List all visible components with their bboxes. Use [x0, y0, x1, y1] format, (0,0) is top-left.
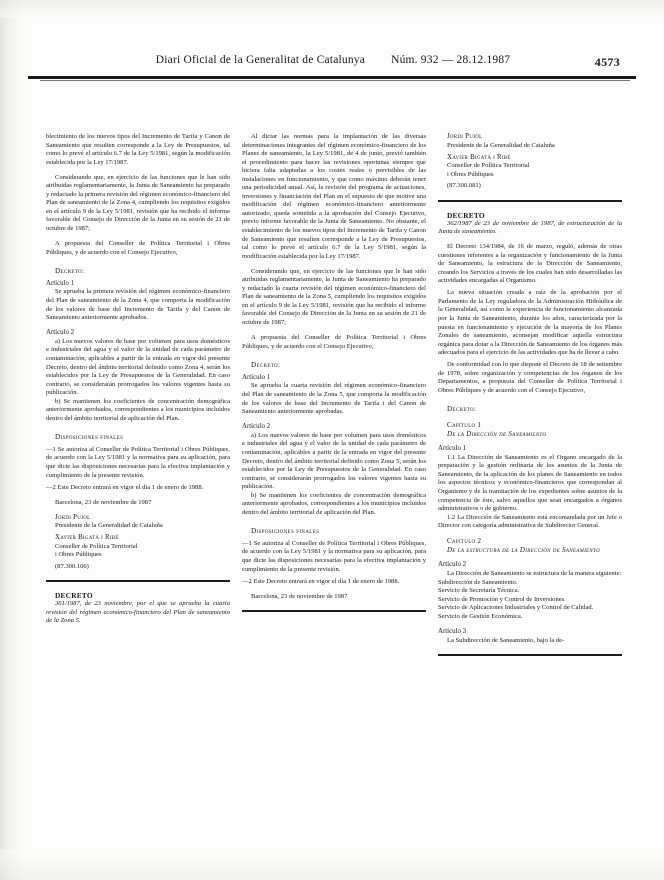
disposicion-final-1: —1 Se autoriza al Conseller de Política Territorial i Obres Públiques, de acuerdo con la Ley 5/1981 y la normativa para su aplicación, para que dicte las disposiciones necesarias para la efectiva implantación y cumplimiento de la presente revisión. — [46, 445, 230, 479]
article-3-text: La Subdirección de Saneamiento, bajo la de- — [447, 636, 565, 644]
article-1-label: Artículo 1 — [46, 279, 75, 287]
signatory-1-name: Jordi Pujol — [55, 513, 91, 521]
services-list — [438, 579, 622, 622]
signatory-2-role-line-1: Conseller de Política Territorial — [447, 162, 530, 170]
signatory-1-name: Jordi Pujol — [447, 133, 483, 140]
signatory-1-role: Presidente de la Generalidad de Cataluña — [55, 522, 163, 530]
article-1-label: Artículo 1 — [438, 445, 467, 453]
service-item: Subdirección de Saneamiento. — [438, 578, 518, 586]
decreto-label: DECRETO — [447, 210, 485, 220]
chapter-2-title: De la estructura de la Dirección de Saneamiento — [447, 546, 600, 555]
article-2-label: Artículo 2 — [438, 561, 467, 569]
paragraph-preamble-3: De conformidad con lo que dispone el Decreto de 18 de setiembre de 1978, sobre organización y competencias de los órganos de los Departamentos, a propuesta del Conseller de Política Territorial i Obres Públiques y de acuerdo con el Consejo Ejecutivo, — [438, 361, 622, 394]
paragraph-preamble-2: La nueva situación creada a raíz de la aprobación por el Parlamento de la Ley reguladora de la Administración Hidráulica de la Generalidad, así como la experiencia de funcionamiento alcanzada por la Junta de Saneamiento, durante los años, caracterizada por la puesta en funcionamiento y ejecución de la mayoría de los Planes Zonales de saneamiento, aconsejan modificar aquella estructura orgánica para dotar a la Dirección de Saneamiento de los órganos más adecuados para el ejercicio de las actividades que ha de llevar a cabo. — [438, 289, 622, 357]
scan-edge-top — [0, 0, 664, 18]
next-decreto-summary: 361/1987, de 23 noviembre, por el que se aprueba la cuarta revisión del régimen económico-financiero del Plan de saneamiento de la Zona 5. — [46, 600, 230, 625]
disposiciones-finales-label: Disposiciones finales — [251, 527, 320, 536]
decreto-label: Decreto: — [55, 267, 85, 276]
signatory-2-role-line-2: i Obres Públiques — [55, 551, 102, 558]
next-decreto-label: DECRETO — [55, 591, 93, 601]
paragraph-considerando: Considerando que, en ejercicio de las funciones que le han sido atribuidas reglamentariamente, la Junta de Saneamiento ha preparado y redactado la primera revisión del régimen económico-financiero del Plan de saneamiento de la Zona 4, cumpliendo los requisitos exigidos en el artículo 9 de la Ley 5/1981, revisión que ha recibido el informe favorable del Consejo de Dirección de la Junta en su sesión de 21 de octubre de 1987; — [46, 173, 230, 232]
article-2-item-a: a) Los nuevos valores de base por volumen para usos domésticos e industriales del agua y el valor de la unidad de cada parámetro de contaminación, aplicables a partir de la entrada en vigor del presente Decreto, dentro del ámbito territorial definido como Zona 4, serán los establecidos por la Ley de Presupuestos de la Generalidad. En caso contrario, se considerarán prorrogados los valores vigentes hasta su publicación. — [46, 337, 230, 397]
paragraph-propuesta: A propuesta del Conseller de Política Territorial i Obres Públiques, y de acuerdo con el Consejo Ejecutivo, — [242, 334, 426, 350]
entry-separator — [46, 580, 230, 582]
article-1-text: Se aprueba la primera revisión del régimen económico-financiero del Plan de saneamiento de la Zona 4, que comporta la modificación de los valores de base del Incremento de Tarifa y del Canon de Saneamiento anteriormente aprobados. — [46, 288, 230, 322]
entry-separator — [438, 200, 622, 202]
publication-title: Diari Oficial de la Generalitat de Catalunya — [155, 54, 366, 66]
place-and-date: Barcelona, 23 de noviembre de 1987 — [251, 592, 348, 600]
article-2-text: La Dirección de Saneamiento se estructura de la manera siguiente: — [447, 570, 622, 578]
article-1-clause-2: 1.2 La Dirección de Saneamiento está encomandada por un Jefe o Director con categoría administrativa de Subdirector General. — [438, 513, 622, 530]
paragraph-propuesta: A propuesta del Conseller de Política Territorial i Obres Públiques, y de acuerdo con el Consejo Ejecutivo, — [46, 240, 230, 256]
decreto-colon-label: Decreto: — [447, 405, 477, 414]
disposicion-final-2: —2 Este Decreto entrará en vigor el día 1 de enero de 1988. — [46, 483, 204, 491]
article-2-label: Artículo 2 — [242, 423, 271, 431]
body-columns — [46, 133, 622, 845]
entry-separator — [438, 654, 622, 656]
disposicion-final-2: —2 Este Decreto entrará en vigor el día 1 de enero de 1988. — [242, 577, 400, 585]
paragraph-intro: Al dictar las normas para la implantación de las diversas determinaciones integrantes del régimen económico-financiero de los Planes de saneamiento, la Ley 5/1981, de 4 de junio, previó también el procedimiento para hacer las revisiones oportunas siempre que hiciera falta adaptarlas a los costes reales o previsibles de las instalaciones en funcionamiento, y que como máximo deberán tener una periodicidad anual. Así, la revisión del programa de actuaciones, inversiones y financiación del Plan en el supuesto de que motive una modificación del régimen económico-financiero anteriormente autorizado, queda sometida a la aprobación del Consejo Ejecutivo, previo informe favorable de la Junta de Saneamiento. No obstante, el establecimiento de los nuevos tipos del Incremento de Tarifa y Canon de Saneamiento que resulten corresponde a la Ley de Presupuestos, tal como lo prevé el artículo 6.7 de la Ley 5/1981, según la modificación establecida por la Ley 17/1987. — [242, 133, 426, 260]
column-1 — [46, 133, 230, 845]
entry-separator — [242, 610, 426, 612]
disposiciones-finales-label: Disposiciones finales — [55, 433, 124, 442]
service-item: Servicio de Promoción y Control de Inversiones. — [438, 595, 566, 603]
reference-code: (87.300.106) — [55, 562, 89, 570]
place-and-date: Barcelona, 23 de noviembre de 1987 — [55, 498, 152, 506]
article-2-label: Artículo 2 — [46, 329, 75, 337]
disposicion-final-1: —1 Se autoriza al Conseller de Política Territorial i Obres Públiques, de acuerdo con la Ley 5/1981 y la normativa para su aplicación, para que dicte las disposiciones necesarias para la efectiva implantación y cumplimiento de la presente revisión. — [242, 539, 426, 573]
article-3-label: Artículo 3 — [438, 627, 467, 635]
article-1-label: Artículo 1 — [242, 373, 271, 381]
scan-edge-left — [0, 0, 26, 880]
paragraph-considerando: Considerando que, en ejercicio de las funciones que le han sido atribuidas reglamentariamente, la Junta de Saneamiento ha preparado y redactado la cuarta revisión del régimen económico-financiero del Plan de saneamiento de la Zona 5, cumpliendo los requisitos exigidos en el artículo 9 de la Ley 5/1981, revisión que ha recibido el informe favorable del Consejo de Dirección de la Junta en su sesión de 21 de octubre de 1987; — [242, 267, 426, 326]
signatory-2-name: Xavier Bigatà i Ribé — [447, 153, 511, 161]
chapter-1-label: Capítulo 1 — [447, 420, 482, 429]
column-3 — [438, 133, 622, 845]
reference-code: (87.300.081) — [447, 182, 481, 190]
issue-number: Núm. 932 — 28.12.1987 — [391, 54, 511, 66]
article-1-text: Se aprueba la cuarta revisión del régimen económico-financiero del Plan de saneamiento de la Zona 5, que comporta la modificación de los valores de base del Incremento de Tarifa i del Canon de Saneamiento anteriormente aprobadas. — [242, 382, 426, 416]
chapter-1-title: De la Dirección de Saneamiento — [447, 429, 547, 438]
service-item: Servicio de Secretaría Técnica. — [438, 587, 520, 595]
article-2-item-b: b) Se mantienen los coeficientes de concentración demográfica anteriormente aprobados, correspondientes a los municipios incluidos dentro del ámbito territorial de aplicación del Plan. — [242, 491, 426, 516]
column-2 — [242, 133, 426, 845]
service-item: Servicio de Aplicaciones Industriales y Control de Calidad. — [438, 604, 594, 612]
paragraph-continuation: blecimiento de los nuevos tipos del Incremento de Tarifa y Canon de Saneamiento que resulten corresponde a la Ley de Presupuestos, tal como lo prevé el artículo 6.7 de la Ley 5/1981, según la modificación establecida por la Ley 17/1987. — [46, 133, 230, 166]
signatory-2-name: Xavier Bigatà i Ribé — [55, 534, 119, 541]
signatory-2-role-line-1: Conseller de Política Territorial — [55, 542, 138, 550]
signatory-2-role-line-2: i Obres Públiques — [447, 170, 494, 178]
scan-edge-bottom — [0, 850, 664, 880]
chapter-2-label: Capítulo 2 — [447, 537, 482, 546]
service-item: Servicio de Gestión Económica. — [438, 612, 523, 620]
article-1-clause-1: 1.1 La Dirección de Saneamiento es el Organo encargado de la preparación y la gestión ordinaria de los asuntos de la Junta de Saneamiento, de la aplicación de los planes de Saneamiento en todos los aspectos técnicos y económico-financieros que correspondan al Organismo y de la tramitación de los expedientes sobre asuntos de la competencia de éste, salvo aquellos que sean encargados a órganos administrativos o de gobierno. — [438, 453, 622, 513]
article-2-item-a: a) Los nuevos valores de base por volumen para usos domésticos e industriales del agua y el valor de la unidad de cada parámetro de contaminación, aplicables a partir de la entrada en vigor del presente Decreto, dentro del ámbito territorial definido como Zona 5, serán los establecidos por la Ley de Presupuestos de la Generalidad. En caso contrario, se considerarán prorrogados los valores vigentes hasta su publicación. — [242, 431, 426, 491]
decreto-label: Decreto: — [251, 361, 281, 370]
page-folio: 4573 — [594, 55, 620, 69]
decreto-summary: 362/1987 de 23 de noviembre de 1987, de estructuración de la Junta de saneamiento. — [438, 219, 622, 236]
signatory-1-role: Presidente de la Generalidad de Cataluña — [447, 141, 555, 149]
header-rule-thick — [28, 76, 636, 79]
header-rule-thin — [40, 80, 630, 81]
article-2-item-b: b) Se mantienen los coeficientes de concentración demográfica anteriormente aprobados, correspondientes a los municipios incluidos dentro del ámbito territorial de aplicación del Plan. — [46, 397, 230, 422]
paragraph-preamble-1: El Decreto 134/1984, de 16 de marzo, reguló, además de otras cuestiones referentes a la organización y funcionamiento de la Junta de Saneamiento, la estructura de la Dirección de Saneamiento, creando los Servicios a través de los cuales han sido desarrolladas las actividades encargadas al Organismo. — [438, 243, 622, 285]
